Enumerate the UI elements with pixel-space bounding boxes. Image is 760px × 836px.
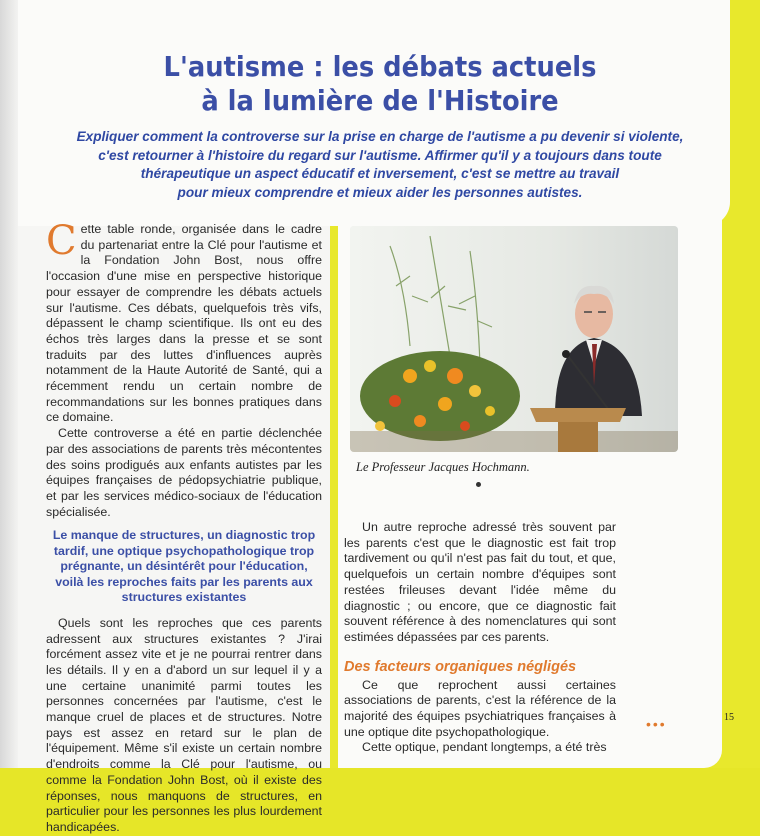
section-subheading: Le manque de structures, un diagnostic trop tardif, une optique psychopathologique trop prégnante, un désintérêt pour l'éducation, voilà les reproches faits par les parents aux structures existantes	[52, 528, 316, 605]
title-line-2: à la lumière de l'Histoire	[201, 84, 559, 117]
binding-shadow	[0, 0, 18, 768]
paragraph: Ce que reprochent aussi certaines associations de parents, c'est la référence de la majorité des équipes psychiatriques françaises à une optique dite psychopathologique.	[344, 677, 616, 739]
continuation-dots: •••	[646, 716, 667, 732]
paragraph: Cette optique, pendant longtemps, a été très	[362, 740, 607, 755]
paragraph-text: ette table ronde, organisée dans le cadre du partenariat entre la Clé pour l'autisme et la Fondation John Bost, nous offre l'occasion d'une mise en perspective historique pour essayer de comprendre les débats actuels sur l'autisme. Ces débats, quelquefois très vifs, dépassent le champ scientifique. Ils ont eu des échos très larges dans la presse et se sont traduits par des luttes d'influences auprès notamment de la Haute Autorité de Santé, qui a récemment rendu un certain nombre de recommandations sur les bonnes pratiques dans ce domaine.	[46, 222, 322, 425]
paragraph	[46, 218, 322, 426]
paragraph: Cette controverse a été en partie déclenchée par des associations de parents très mécontentes des soins prodigués aux enfants autistes par les équipes françaises de pédopsychiatrie publique, et par les services médico-sociaux de l'éducation spécialisée.	[46, 426, 322, 519]
right-column	[344, 520, 616, 756]
drop-cap: C	[46, 218, 77, 264]
paragraph: Un autre reproche adressé très souvent par les parents c'est que le diagnostic est fait trop tardivement ou qu'il n'est pas fait du tout, et que, quelquefois un certain nombre d'équipes sont restées frileuses devant l'idée même du diagnostic ; ou encore, que ce diagnostic fait souvent référence à des nomenclatures qui sont estimées dépassées par ces parents.	[344, 520, 616, 644]
photo-caption: Le Professeur Jacques Hochmann.	[356, 460, 530, 474]
section-subheading: Des facteurs organiques négligés	[344, 658, 577, 675]
bullet-dot	[476, 482, 481, 487]
lead-line: pour mieux comprendre et mieux aider les personnes autistes.	[177, 184, 583, 200]
paragraph: Quels sont les reproches que ces parents adressent aux structures existantes ? J'irai forcément assez vite et je ne pourrai rentrer dans les détails. Il y en a d'abord un sur lequel il y a une certaine unanimité parmi toutes les personnes concernées par l'autisme, c'est le manque cruel de places et de structures. Notre pays est assez en retard sur le plan de l'équipement. Même s'il existe un certain nombre d'endroits comme la Clé pour l'autisme, ou comme la Fondation John Bost, où il existe des réponses, nous manquons de structures, en particulier pour les personnes les plus lourdement handicapées.	[46, 615, 322, 834]
left-column	[46, 218, 322, 836]
lead-line: c'est retourner à l'histoire du regard sur l'autisme. Affirmer qu'il y a toujours dans toute	[98, 147, 662, 163]
article-title	[86, 50, 675, 118]
title-line-1: L'autisme : les débats actuels	[163, 50, 597, 83]
article-lead	[30, 128, 730, 202]
photo-illustration	[350, 226, 678, 452]
page-number: 15	[724, 712, 734, 723]
speaker-photo	[350, 226, 678, 452]
lead-line: thérapeutique un aspect éducatif et inversement, c'est se mettre au travail	[140, 166, 620, 181]
lead-line: Expliquer comment la controverse sur la prise en charge de l'autisme a pu devenir si violente,	[76, 129, 684, 144]
